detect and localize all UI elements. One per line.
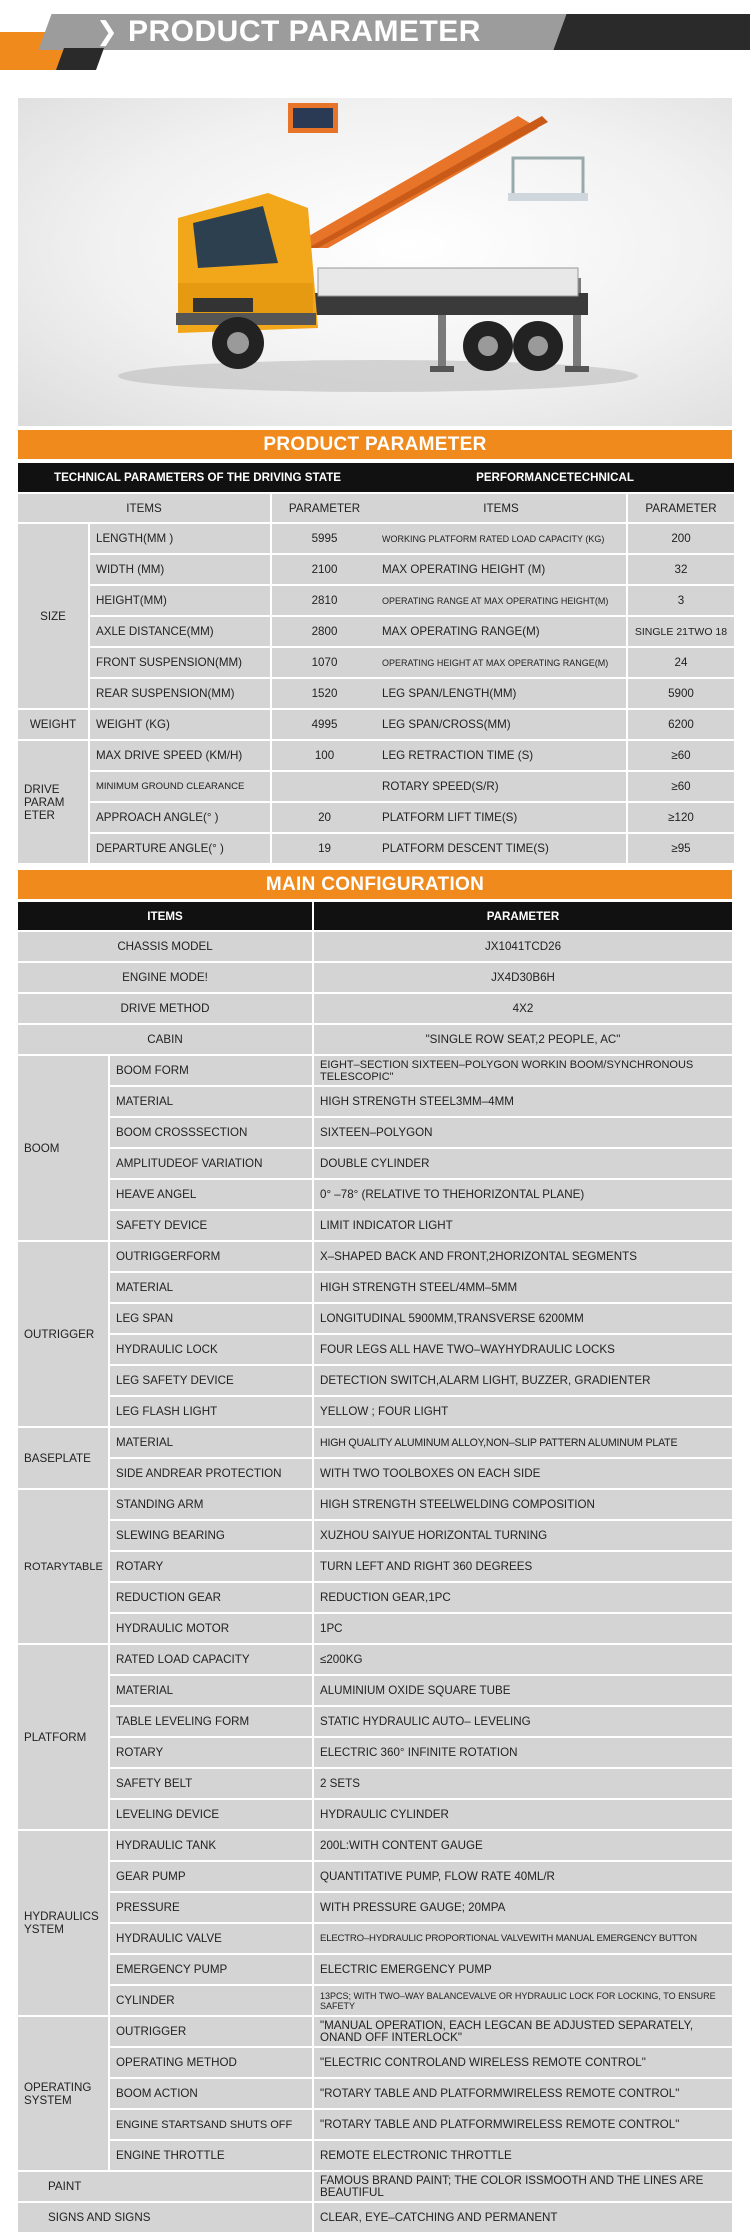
row-value: 1070: [272, 648, 377, 677]
row-label: TABLE LEVELING FORM: [110, 1707, 312, 1736]
main-configuration-table: [16, 900, 734, 2234]
row-value: HYDRAULIC CYLINDER: [314, 1800, 732, 1829]
row-label: FRONT SUSPENSION(MM): [90, 648, 270, 677]
row-value: 100: [272, 741, 377, 770]
row-label: BOOM ACTION: [110, 2079, 312, 2108]
group-label-platform: PLATFORM: [18, 1645, 108, 1829]
row-value: CLEAR, EYE–CATCHING AND PERMANENT: [314, 2203, 732, 2232]
row-label: ROTARY: [110, 1552, 312, 1581]
row-value: ALUMINIUM OXIDE SQUARE TUBE: [314, 1676, 732, 1705]
row-value: JX4D30B6H: [314, 963, 732, 992]
product-image: [18, 98, 732, 426]
row-label: MATERIAL: [110, 1087, 312, 1116]
chevron-right-icon: ❯: [96, 17, 118, 47]
row-label: RATED LOAD CAPACITY: [110, 1645, 312, 1674]
row-value: JX1041TCD26: [314, 932, 732, 961]
row-label: WIDTH (MM): [90, 555, 270, 584]
row-value: 2800: [272, 617, 377, 646]
row-value: 6200: [628, 710, 734, 739]
row-value: DETECTION SWITCH,ALARM LIGHT, BUZZER, GRADIENTER: [314, 1366, 732, 1395]
row-value: 2 SETS: [314, 1769, 732, 1798]
row-label: HYDRAULIC MOTOR: [110, 1614, 312, 1643]
row-value: X–SHAPED BACK AND FRONT,2HORIZONTAL SEGMENTS: [314, 1242, 732, 1271]
row-label: LEG SPAN/LENGTH(MM): [376, 679, 626, 708]
row-value: [272, 772, 377, 801]
row-value: TURN LEFT AND RIGHT 360 DEGREES: [314, 1552, 732, 1581]
row-label: HYDRAULIC VALVE: [110, 1924, 312, 1953]
row-label: PAINT: [18, 2172, 312, 2201]
row-label: LEVELING DEVICE: [110, 1800, 312, 1829]
row-label: CHASSIS MODEL: [18, 932, 312, 961]
row-value: ≥60: [628, 741, 734, 770]
row-label: BOOM CROSSSECTION: [110, 1118, 312, 1147]
row-label: ENGINE MODE!: [18, 963, 312, 992]
row-label: LENGTH(MM ): [90, 524, 270, 553]
driving-state-table: [16, 461, 379, 865]
performance-table: [374, 461, 736, 865]
group-label-rotarytable: ROTARYTABLE: [18, 1490, 108, 1643]
row-value: ELECTRIC 360° INFINITE ROTATION: [314, 1738, 732, 1767]
row-label: ROTARY: [110, 1738, 312, 1767]
row-value: STATIC HYDRAULIC AUTO– LEVELING: [314, 1707, 732, 1736]
row-label: SAFETY BELT: [110, 1769, 312, 1798]
row-value: 1PC: [314, 1614, 732, 1643]
row-label: MINIMUM GROUND CLEARANCE: [90, 772, 270, 801]
col-header-parameter: PARAMETER: [628, 494, 734, 522]
row-label: STANDING ARM: [110, 1490, 312, 1519]
col-header-parameter: PARAMETER: [314, 902, 732, 930]
row-value: ≥120: [628, 803, 734, 832]
row-label: HEAVE ANGEL: [110, 1180, 312, 1209]
row-value: FAMOUS BRAND PAINT; THE COLOR ISSMOOTH AND THE LINES ARE BEAUTIFUL: [314, 2172, 732, 2201]
group-label-operating-system: OPERATING SYSTEM: [18, 2017, 108, 2170]
row-label: MATERIAL: [110, 1428, 312, 1457]
row-value: "ROTARY TABLE AND PLATFORMWIRELESS REMOTE CONTROL": [314, 2110, 732, 2139]
row-value: 5995: [272, 524, 377, 553]
row-label: OUTRIGGER: [110, 2017, 312, 2046]
row-value: 200L:WITH CONTENT GAUGE: [314, 1831, 732, 1860]
row-label: SAFETY DEVICE: [110, 1211, 312, 1240]
row-value: 24: [628, 648, 734, 677]
row-label: LEG SPAN/CROSS(MM): [376, 710, 626, 739]
row-value: ≥95: [628, 834, 734, 863]
row-value: 4X2: [314, 994, 732, 1023]
row-label: MAX OPERATING HEIGHT (M): [376, 555, 626, 584]
row-label: MAX DRIVE SPEED (KM/H): [90, 741, 270, 770]
group-label-drive-parameter: DRIVE PARAM ETER: [18, 741, 88, 863]
page-header: [0, 0, 750, 75]
row-label: EMERGENCY PUMP: [110, 1955, 312, 1984]
row-label: OPERATING HEIGHT AT MAX OPERATING RANGE(M): [376, 648, 626, 677]
row-value: 32: [628, 555, 734, 584]
row-value: EIGHT–SECTION SIXTEEN–POLYGON WORKIN BOOM/SYNCHRONOUS TELESCOPIC": [314, 1056, 732, 1085]
row-label: LEG SPAN: [110, 1304, 312, 1333]
row-value: REMOTE ELECTRONIC THROTTLE: [314, 2141, 732, 2170]
table-title: PERFORMANCETECHNICAL: [376, 463, 734, 492]
col-header-items: ITEMS: [18, 902, 312, 930]
row-label: WEIGHT (KG): [90, 710, 270, 739]
row-value: WITH PRESSURE GAUGE; 20MPA: [314, 1893, 732, 1922]
row-value: QUANTITATIVE PUMP, FLOW RATE 40ML/R: [314, 1862, 732, 1891]
group-label-baseplate: BASEPLATE: [18, 1428, 108, 1488]
row-value: 13PCS; WITH TWO–WAY BALANCEVALVE OR HYDRAULIC LOCK FOR LOCKING, TO ENSURE SAFETY: [314, 1986, 732, 2015]
row-label: HYDRAULIC LOCK: [110, 1335, 312, 1364]
row-label: SIDE ANDREAR PROTECTION: [110, 1459, 312, 1488]
row-label: OPERATING METHOD: [110, 2048, 312, 2077]
row-label: DEPARTURE ANGLE(° ): [90, 834, 270, 863]
row-value: XUZHOU SAIYUE HORIZONTAL TURNING: [314, 1521, 732, 1550]
row-label: BOOM FORM: [110, 1056, 312, 1085]
row-value: 2810: [272, 586, 377, 615]
row-label: ENGINE THROTTLE: [110, 2141, 312, 2170]
row-value: LONGITUDINAL 5900MM,TRANSVERSE 6200MM: [314, 1304, 732, 1333]
row-value: 5900: [628, 679, 734, 708]
row-label: OPERATING RANGE AT MAX OPERATING HEIGHT(M): [376, 586, 626, 615]
row-value: 2100: [272, 555, 377, 584]
row-label: REDUCTION GEAR: [110, 1583, 312, 1612]
row-label: REAR SUSPENSION(MM): [90, 679, 270, 708]
row-value: YELLOW ; FOUR LIGHT: [314, 1397, 732, 1426]
group-label-boom: BOOM: [18, 1056, 108, 1240]
row-label: AXLE DISTANCE(MM): [90, 617, 270, 646]
row-label: AMPLITUDEOF VARIATION: [110, 1149, 312, 1178]
row-label: LEG SAFETY DEVICE: [110, 1366, 312, 1395]
row-label: PLATFORM DESCENT TIME(S): [376, 834, 626, 863]
row-label: MAX OPERATING RANGE(M): [376, 617, 626, 646]
row-value: REDUCTION GEAR,1PC: [314, 1583, 732, 1612]
group-label-outrigger: OUTRIGGER: [18, 1242, 108, 1426]
row-value: "MANUAL OPERATION, EACH LEGCAN BE ADJUSTED SEPARATELY, ONAND OFF INTERLOCK": [314, 2017, 732, 2046]
header-dark-bar: [553, 14, 750, 50]
row-value: LIMIT INDICATOR LIGHT: [314, 1211, 732, 1240]
table-title: TECHNICAL PARAMETERS OF THE DRIVING STATE: [18, 463, 377, 492]
row-label: DRIVE METHOD: [18, 994, 312, 1023]
row-value: "SINGLE ROW SEAT,2 PEOPLE, AC": [314, 1025, 732, 1054]
truck-illustration: [18, 98, 732, 426]
group-label-size: SIZE: [18, 524, 88, 708]
row-value: HIGH STRENGTH STEELWELDING COMPOSITION: [314, 1490, 732, 1519]
section-title-main-configuration: MAIN CONFIGURATION: [18, 870, 732, 899]
row-value: 0° –78° (RELATIVE TO THEHORIZONTAL PLANE): [314, 1180, 732, 1209]
row-label: PRESSURE: [110, 1893, 312, 1922]
row-value: 3: [628, 586, 734, 615]
row-value: FOUR LEGS ALL HAVE TWO–WAYHYDRAULIC LOCKS: [314, 1335, 732, 1364]
row-label: CABIN: [18, 1025, 312, 1054]
row-label: ENGINE STARTSAND SHUTS OFF: [110, 2110, 312, 2139]
row-label: MATERIAL: [110, 1676, 312, 1705]
row-label: WORKING PLATFORM RATED LOAD CAPACITY (KG): [376, 524, 626, 553]
row-value: 19: [272, 834, 377, 863]
row-value: HIGH STRENGTH STEEL3MM–4MM: [314, 1087, 732, 1116]
row-label: SIGNS AND SIGNS: [18, 2203, 312, 2232]
row-label: OUTRIGGERFORM: [110, 1242, 312, 1271]
row-value: "ELECTRIC CONTROLAND WIRELESS REMOTE CONTROL": [314, 2048, 732, 2077]
row-label: LEG FLASH LIGHT: [110, 1397, 312, 1426]
row-label: PLATFORM LIFT TIME(S): [376, 803, 626, 832]
row-label: APPROACH ANGLE(° ): [90, 803, 270, 832]
row-value: 20: [272, 803, 377, 832]
page-title: PRODUCT PARAMETER: [128, 15, 481, 48]
row-label: LEG RETRACTION TIME (S): [376, 741, 626, 770]
row-value: ≥60: [628, 772, 734, 801]
row-label: MATERIAL: [110, 1273, 312, 1302]
col-header-parameter: PARAMETER: [272, 494, 377, 522]
group-label-hydraulics-system: HYDRAULICS YSTEM: [18, 1831, 108, 2015]
header-black-accent: [56, 48, 104, 70]
row-value: "ROTARY TABLE AND PLATFORMWIRELESS REMOTE CONTROL": [314, 2079, 732, 2108]
section-title-product-parameter: PRODUCT PARAMETER: [18, 430, 732, 459]
row-value: 1520: [272, 679, 377, 708]
row-value: WITH TWO TOOLBOXES ON EACH SIDE: [314, 1459, 732, 1488]
row-value: ELECTRO–HYDRAULIC PROPORTIONAL VALVEWITH MANUAL EMERGENCY BUTTON: [314, 1924, 732, 1953]
group-label-weight: WEIGHT: [18, 710, 88, 739]
row-value: HIGH STRENGTH STEEL/4MM–5MM: [314, 1273, 732, 1302]
row-value: 200: [628, 524, 734, 553]
row-value: 4995: [272, 710, 377, 739]
row-label: SLEWING BEARING: [110, 1521, 312, 1550]
row-value: HIGH QUALITY ALUMINUM ALLOY,NON–SLIP PATTERN ALUMINUM PLATE: [314, 1428, 732, 1457]
col-header-items: ITEMS: [18, 494, 270, 522]
row-value: DOUBLE CYLINDER: [314, 1149, 732, 1178]
row-label: GEAR PUMP: [110, 1862, 312, 1891]
row-value: SINGLE 21TWO 18: [628, 617, 734, 646]
col-header-items: ITEMS: [376, 494, 626, 522]
row-label: HYDRAULIC TANK: [110, 1831, 312, 1860]
row-label: HEIGHT(MM): [90, 586, 270, 615]
row-value: SIXTEEN–POLYGON: [314, 1118, 732, 1147]
row-value: ≤200KG: [314, 1645, 732, 1674]
row-value: ELECTRIC EMERGENCY PUMP: [314, 1955, 732, 1984]
row-label: CYLINDER: [110, 1986, 312, 2015]
row-label: ROTARY SPEED(S/R): [376, 772, 626, 801]
